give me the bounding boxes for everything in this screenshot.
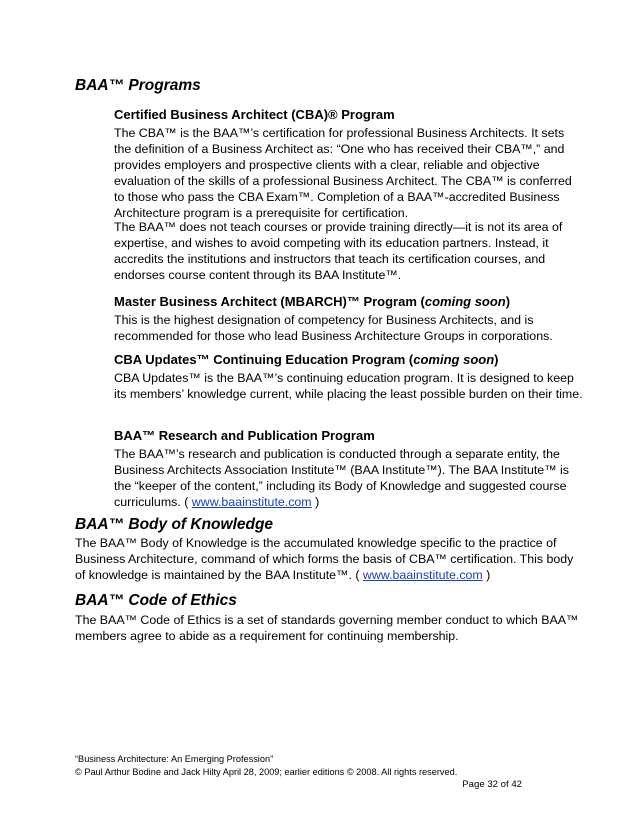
mbarch-paragraph: This is the highest designation of competency for Business Architects, and is recommended for those who lead Business Architecture Groups in corporations. [114,313,553,343]
mbarch-title-close: ) [505,294,511,309]
research-text-after: ) [311,495,320,509]
footer-line-1: “Business Architecture: An Emerging Profession” [75,754,274,764]
page-number: Page 32 of 42 [462,779,522,790]
mbarch-title-text: Master Business Architect (MBARCH)™ Program ( [114,294,425,309]
bok-heading: BAA™ Body of Knowledge [75,516,274,533]
updates-title-text: CBA Updates™ Continuing Education Program ( [114,352,414,367]
bok-text-after: ) [482,568,491,582]
cba-paragraph-2: The BAA™ does not teach courses or provide training directly—it is not its area of expertise, and wishes to avoid competing with its education partners. Instead, it accredits the institutions and instructors that teach its certification courses, and endorses course content through its BAA Institute™. [114,220,563,282]
baainstitute-link-2[interactable]: www.baainstitute.com [362,568,483,582]
updates-program-title [114,352,584,368]
updates-coming-soon: coming soon [413,352,495,367]
bok-text: The BAA™ Body of Knowledge is the accumulated knowledge specific to the practice of Business Architecture, command of which forms the basis of CBA™ certification. This body of knowledge is maintained by the BAA Institute™. ( [75,536,574,582]
ethics-heading: BAA™ Code of Ethics [75,592,237,609]
mbarch-program-title [114,294,584,310]
baainstitute-link-1[interactable]: www.baainstitute.com [191,495,312,509]
cba-paragraph-1: The CBA™ is the BAA™’s certification for professional Business Architects. It sets the definition of a Business Architect as: “One who has received their CBA™,” and provides employers and prospective clients with a clear, reliable and objective evaluation of the skills of a professional Business Architect. The CBA™ is conferred to those who pass the CBA Exam™. Completion of a BAA™-accredited Business Architecture program is a prerequisite for certification. [114,126,572,220]
cba-program-title: Certified Business Architect (CBA)® Program [114,107,395,122]
mbarch-coming-soon: coming soon [424,294,506,309]
updates-title-close: ) [494,352,499,367]
updates-paragraph: CBA Updates™ is the BAA™’s continuing education program. It is designed to keep its members’ knowledge current, while placing the least possible burden on their time. [114,371,583,401]
ethics-paragraph: The BAA™ Code of Ethics is a set of standards governing member conduct to which BAA™ members agree to abide as a requirement for continuing membership. [75,613,579,643]
programs-heading: BAA™ Programs [75,77,201,94]
bok-paragraph [75,535,585,583]
research-text: The BAA™’s research and publication is conducted through a separate entity, the Business Architects Association Institute™ (BAA Institute™). The BAA Institute™ is the “keeper of the content,” including its Body of Knowledge and suggested course curriculums. ( [114,447,569,509]
footer-line-2: © Paul Arthur Bodine and Jack Hilty April 28, 2009; earlier editions © 2008. All rights reserved. [75,767,458,777]
research-program-title: BAA™ Research and Publication Program [114,428,375,443]
research-paragraph [114,446,584,510]
